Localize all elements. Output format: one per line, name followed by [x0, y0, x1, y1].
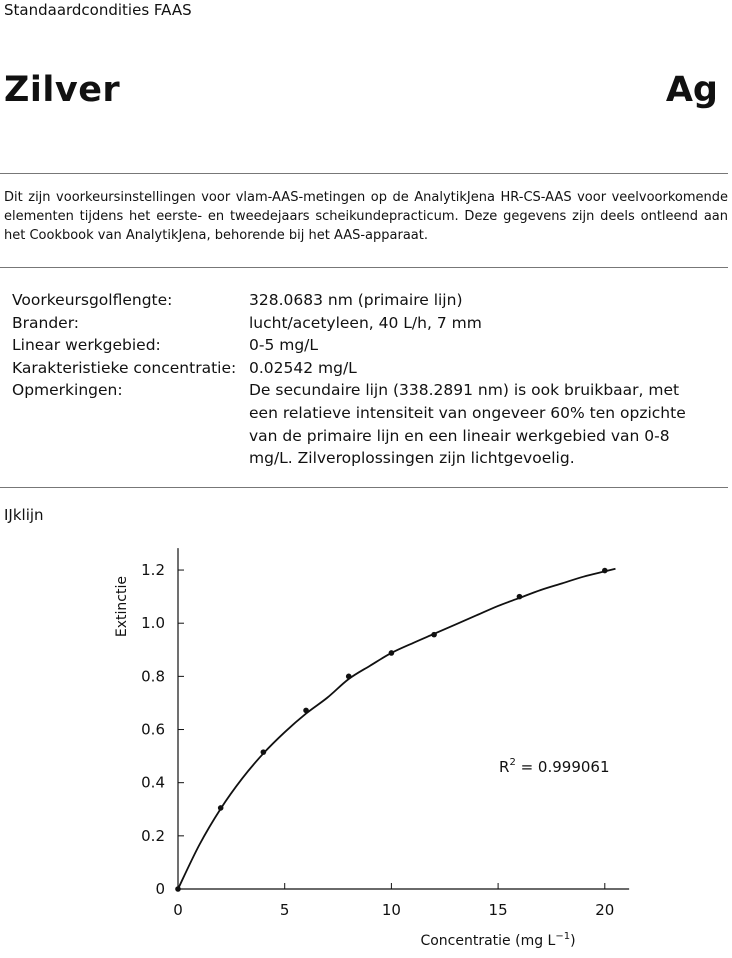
y-tick-label: 1.2: [141, 561, 165, 580]
data-point: [175, 886, 181, 892]
data-points: [175, 568, 607, 892]
y-tick-label: 0.8: [141, 667, 165, 686]
property-value: 328.0683 nm (primaire lijn): [249, 291, 463, 309]
element-symbol: Ag: [665, 70, 718, 110]
r-squared-value: = 0.999061: [515, 758, 610, 776]
data-point: [346, 674, 352, 680]
x-tick-label: 20: [595, 901, 615, 919]
property-value: 0.02542 mg/L: [249, 358, 357, 377]
property-value: lucht/acetyleen, 40 L/h, 7 mm: [249, 313, 482, 332]
element-name: Zilver: [4, 70, 121, 110]
x-tick-label: 0: [173, 901, 183, 919]
data-point: [218, 805, 224, 811]
y-tick-label: 0: [155, 880, 165, 898]
data-point: [517, 594, 523, 600]
property-key: Voorkeursgolflengte:: [12, 291, 173, 309]
x-axis-label-close: ): [570, 933, 576, 949]
property-key: Karakteristieke concentratie:: [12, 358, 237, 377]
x-axis-label: [420, 931, 575, 949]
y-tick-label: 0.4: [141, 773, 165, 792]
document-subtitle: Standaardcondities FAAS: [4, 1, 192, 19]
property-key: Brander:: [12, 313, 80, 332]
property-value: 0-5 mg/L: [249, 336, 319, 355]
x-tick-label: 5: [279, 901, 290, 919]
r-squared-annotation: [499, 757, 610, 776]
data-point: [431, 632, 437, 638]
y-tick-label: 0.6: [141, 720, 165, 739]
fit-curve: [178, 569, 615, 889]
data-point: [261, 749, 267, 755]
r-squared-symbol: R: [499, 758, 510, 776]
y-axis-label: Extinctie: [114, 576, 130, 638]
section-title: IJklijn: [4, 506, 44, 524]
intro-paragraph: Dit zijn voorkeursinstellingen voor vlam-AAS-metingen op de AnalytikJena HR-CS-AAS voor veelvoorkomende elementen tijdens het eerste- en tweedejaars scheikundepracticum. Deze gegevens zijn deels ontleend aan het Cookbook van AnalytikJena, behorende bij het AAS-apparaat.: [4, 190, 728, 243]
property-value: De secundaire lijn (338.2891 nm) is ook bruikbaar, met een relatieve intensiteit van ongeveer 60% ten opzichte van de primaire lijn en een lineair werkgebied van 0-8 mg/L. Zilveroplossingen zijn lichtgevoelig.: [249, 381, 686, 468]
axis-ticks: [141, 561, 614, 919]
x-tick-label: 15: [488, 901, 508, 919]
y-tick-label: 1.0: [141, 614, 165, 633]
data-point: [602, 568, 608, 574]
x-tick-label: 10: [381, 901, 401, 919]
property-key: Linear werkgebied:: [12, 336, 161, 355]
data-point: [389, 650, 395, 656]
data-point: [303, 708, 309, 714]
y-tick-label: 0.2: [141, 826, 165, 845]
x-axis-label-exponent: −1: [555, 931, 571, 942]
x-axis-label-text: Concentratie (mg L: [420, 933, 556, 949]
r-squared-exponent: 2: [509, 757, 516, 768]
property-key: Opmerkingen:: [12, 381, 123, 400]
